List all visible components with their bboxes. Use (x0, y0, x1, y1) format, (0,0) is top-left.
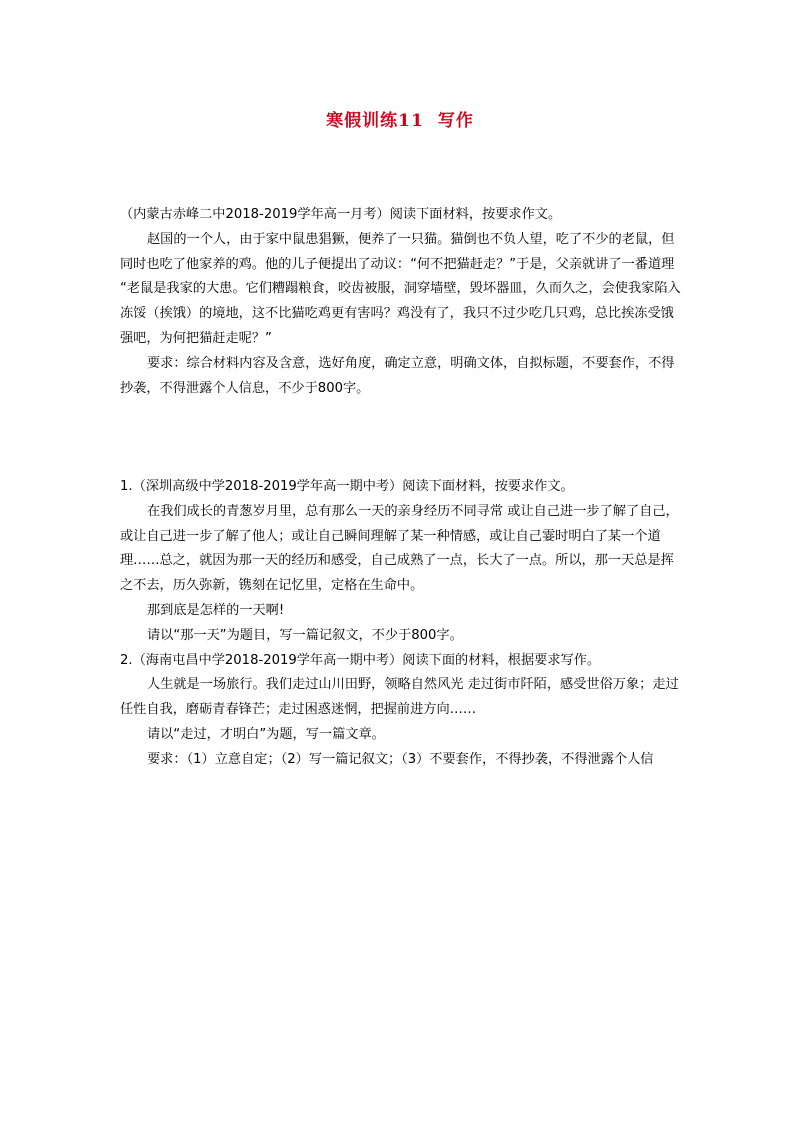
section-1-source: 1.（深圳高级中学2018-2019学年高一期中考）阅读下面材料，按要求作文。 (120, 479, 574, 494)
section-0-requirement: 要求：综合材料内容及含意，选好角度，确定立意，明确文体，自拟标题，不要套作，不得抄袭，不得泄露个人信息，不少于800字。 (120, 355, 675, 396)
section-1 (120, 475, 682, 773)
section-0-source: （内蒙古赤峰二中2018-2019学年高一月考）阅读下面材料，按要求作文。 (120, 207, 562, 222)
title-sub: 写作 (437, 111, 474, 131)
section-1-exclaim: 那到底是怎样的一天啊! (147, 602, 285, 618)
title-main: 寒假训练11 (326, 111, 424, 131)
section-0 (120, 203, 682, 401)
section-0-material: 赵国的一个人，由于家中鼠患猖獗，便养了一只猫。猫倒也不负人望，吃了不少的老鼠，但同时也吃了他家养的鸡。他的儿子便提出了动议：“何不把猫赶走？”于是，父亲就讲了一番道理 “老鼠是我家的大患。它们糟蹋粮食，咬齿被服，洞穿墙壁，毁坏器皿，久而久之，会使我家陷入冻馁（挨饿）的境地，这不比猫吃鸡更有害吗？鸡没有了，我只不过少吃几只鸡，总比挨冻受饿强吧，为何把猫赶走呢？” (120, 231, 681, 346)
section-2-source: 2.（海南屯昌中学2018-2019学年高一期中考）阅读下面的材料，根据要求写作。 (120, 652, 601, 668)
section-1-material: 在我们成长的青葱岁月里，总有那么一天的亲身经历不同寻常 或让自己进一步了解了自己，或让自己进一步了解了他人；或让自己瞬间理解了某一种情感，或让自己霎时明白了某一个道理……总之，就因为那一天的经历和感受，自己成熟了一点，长大了一点。所以，那一天总是挥之不去，历久弥新，镌刻在记忆里，定格在生命中。 (120, 503, 679, 594)
page-title (0, 106, 800, 131)
section-1-prompt: 请以“那一天”为题目，写一篇记叙文，不少于800字。 (147, 627, 463, 643)
section-2-requirement: 要求：（1）立意自定；（2）写一篇记叙文；（3）不要套作，不得抄袭，不得泄露个人信 (147, 751, 654, 767)
section-2-material: 人生就是一场旅行。我们走过山川田野，领略自然风光 走过街市阡陌，感受世俗万象；走过任性自我，磨砺青春锋芒；走过困惑迷惘，把握前进方向…… (120, 677, 679, 718)
section-2-prompt: 请以“走过，才明白”为题，写一篇文章。 (147, 726, 385, 742)
